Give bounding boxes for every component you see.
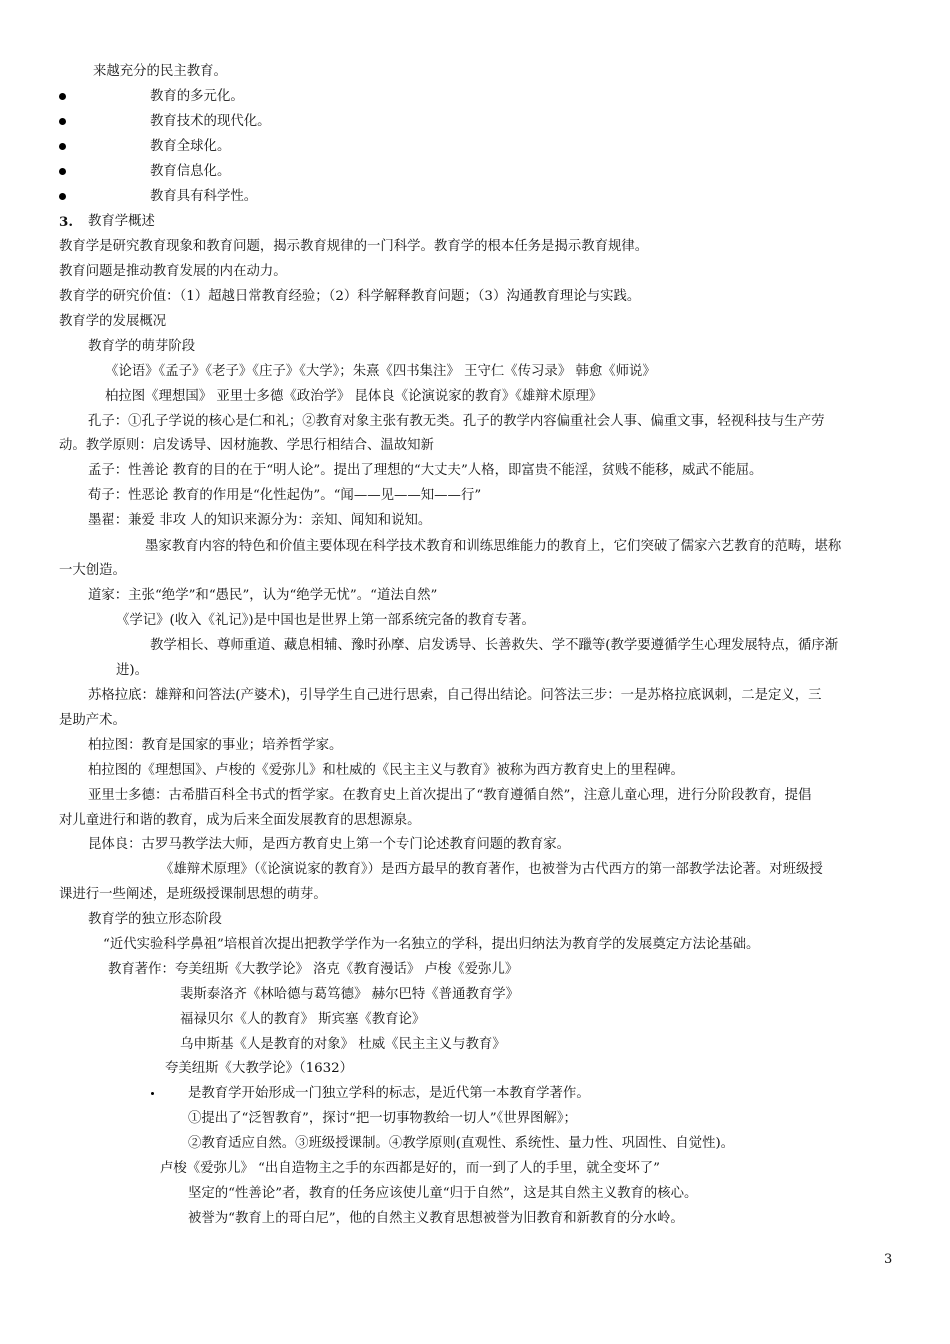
text-line: 荀子：性恶论 教育的作用是“化性起伪”。“闻——见——知——行”	[88, 488, 482, 503]
text-line: 教育学的研究价值：（1）超越日常教育经验；（2）科学解释教育问题；（3）沟通教育理论与实践。	[59, 289, 641, 304]
bullet-icon	[59, 118, 66, 125]
text-line: 是助产术。	[59, 713, 126, 728]
text-line: 坚定的“性善论”者，教育的任务应该使儿童“归于自然”，这是其自然主义教育的核心。	[188, 1186, 698, 1201]
text-line: 来越充分的民主教育。	[93, 64, 227, 79]
bullet-icon	[151, 1092, 154, 1095]
text-line: 孔子：①孔子学说的核心是仁和礼；②教育对象主张有教无类。孔子的教学内容偏重社会人事、偏重文事，轻视科技与生产劳	[88, 414, 825, 429]
text-line: 柏拉图的《理想国》、卢梭的《爱弥儿》和杜威的《民主主义与教育》被称为西方教育史上的里程碑。	[88, 763, 684, 778]
text-line: 《论语》《孟子》《老子》《庄子》《大学》；朱熹《四书集注》 王守仁《传习录》 韩愈《师说》	[105, 364, 656, 379]
section-number: 3.	[59, 214, 73, 230]
bullet-icon	[59, 193, 66, 200]
text-line: 孟子：性善论 教育的目的在于“明人论”。提出了理想的“大丈夫”人格，即富贵不能淫，贫贱不能移，威武不能屈。	[88, 463, 763, 478]
text-line: 动。教学原则：启发诱导、因材施教、学思行相结合、温故知新	[59, 438, 434, 453]
text-line: 卢梭《爱弥儿》 “出自造物主之手的东西都是好的，而一到了人的手里，就全变坏了”	[160, 1161, 661, 1176]
text-line: 一大创造。	[59, 563, 126, 578]
text-line: 对儿童进行和谐的教育，成为后来全面发展教育的思想源泉。	[59, 813, 421, 828]
text-line: 柏拉图：教育是国家的事业；培养哲学家。	[88, 738, 343, 753]
list-item: 教育具有科学性。	[150, 189, 258, 204]
subheading: 教育学的发展概况	[59, 314, 167, 329]
text-line: 昆体良：古罗马教学法大师，是西方教育史上第一个专门论述教育问题的教育家。	[88, 837, 571, 852]
section-heading: 教育学概述	[88, 214, 155, 229]
text-line: 柏拉图《理想国》 亚里士多德《政治学》 昆体良《论演说家的教育》《雄辩术原理》	[105, 389, 603, 404]
text-line: 《雄辩术原理》（《论演说家的教育》）是西方最早的教育著作，也被誉为古代西方的第一部教学法论著。对班级授	[160, 862, 823, 877]
text-line: 教学相长、尊师重道、藏息相辅、豫时孙摩、启发诱导、长善救失、学不躐等(教学要遵循学生心理发展特点，循序渐	[150, 638, 839, 653]
text-line: 苏格拉底：雄辩和问答法(产婆术)，引导学生自己进行思索，自己得出结论。问答法三步：一是苏格拉底讽刺，二是定义，三	[88, 688, 822, 703]
text-line: 道家：主张“绝学”和“愚民”，认为“绝学无忧”。“道法自然”	[88, 588, 438, 603]
text-line: 墨翟：兼爱 非攻 人的知识来源分为：亲知、闻知和说知。	[88, 513, 432, 528]
text-line: 《学记》(收入《礼记》)是中国也是世界上第一部系统完备的教育专著。	[116, 613, 535, 628]
text-line: 教育学是研究教育现象和教育问题，揭示教育规律的一门科学。教育学的根本任务是揭示教育规律。	[59, 239, 649, 254]
text-line: 被誉为“教育上的哥白尼”，他的自然主义教育思想被誉为旧教育和新教育的分水岭。	[188, 1211, 684, 1226]
list-item: 教育的多元化。	[150, 89, 244, 104]
text-line: 课进行一些阐述，是班级授课制思想的萌芽。	[59, 887, 327, 902]
text-line: ②教育适应自然。③班级授课制。④教学原则(直观性、系统性、量力性、巩固性、自觉性)。	[188, 1136, 735, 1151]
subheading: 教育学的萌芽阶段	[88, 339, 196, 354]
text-line: 乌申斯基《人是教育的对象》 杜威《民主主义与教育》	[180, 1037, 506, 1052]
text-line: ①提出了“泛智教育”，探讨“把一切事物教给一切人”《世界图解》；	[188, 1111, 577, 1126]
text-line: 裴斯泰洛齐《林哈德与葛笃德》 赫尔巴特《普通教育学》	[180, 987, 520, 1002]
list-item: 教育全球化。	[150, 139, 231, 154]
text-line: 教育问题是推动教育发展的内在动力。	[59, 264, 287, 279]
text-line: 墨家教育内容的特色和价值主要体现在科学技术教育和训练思维能力的教育上，它们突破了儒家六艺教育的范畴，堪称	[145, 539, 842, 554]
bullet-icon	[59, 93, 66, 100]
list-item: 教育技术的现代化。	[150, 114, 271, 129]
page-number: 3	[884, 1252, 893, 1267]
text-line: 教育著作：夸美纽斯《大教学论》 洛克《教育漫话》 卢梭《爱弥儿》	[108, 962, 519, 977]
bullet-icon	[59, 168, 66, 175]
bullet-icon	[59, 143, 66, 150]
text-line: 亚里士多德：古希腊百科全书式的哲学家。在教育史上首次提出了“教育遵循自然”，注意儿童心理，进行分阶段教育，提倡	[88, 788, 812, 803]
text-line: “近代实验科学鼻祖”培根首次提出把教学学作为一名独立的学科，提出归纳法为教育学的发展奠定方法论基础。	[103, 937, 760, 952]
text-line: 福禄贝尔《人的教育》 斯宾塞《教育论》	[180, 1012, 426, 1027]
subheading: 教育学的独立形态阶段	[88, 912, 222, 927]
text-line: 进)。	[116, 663, 149, 678]
list-item: 是教育学开始形成一门独立学科的标志，是近代第一本教育学著作。	[188, 1086, 590, 1101]
text-line: 夸美纽斯《大教学论》（1632）	[165, 1061, 354, 1076]
list-item: 教育信息化。	[150, 164, 231, 179]
